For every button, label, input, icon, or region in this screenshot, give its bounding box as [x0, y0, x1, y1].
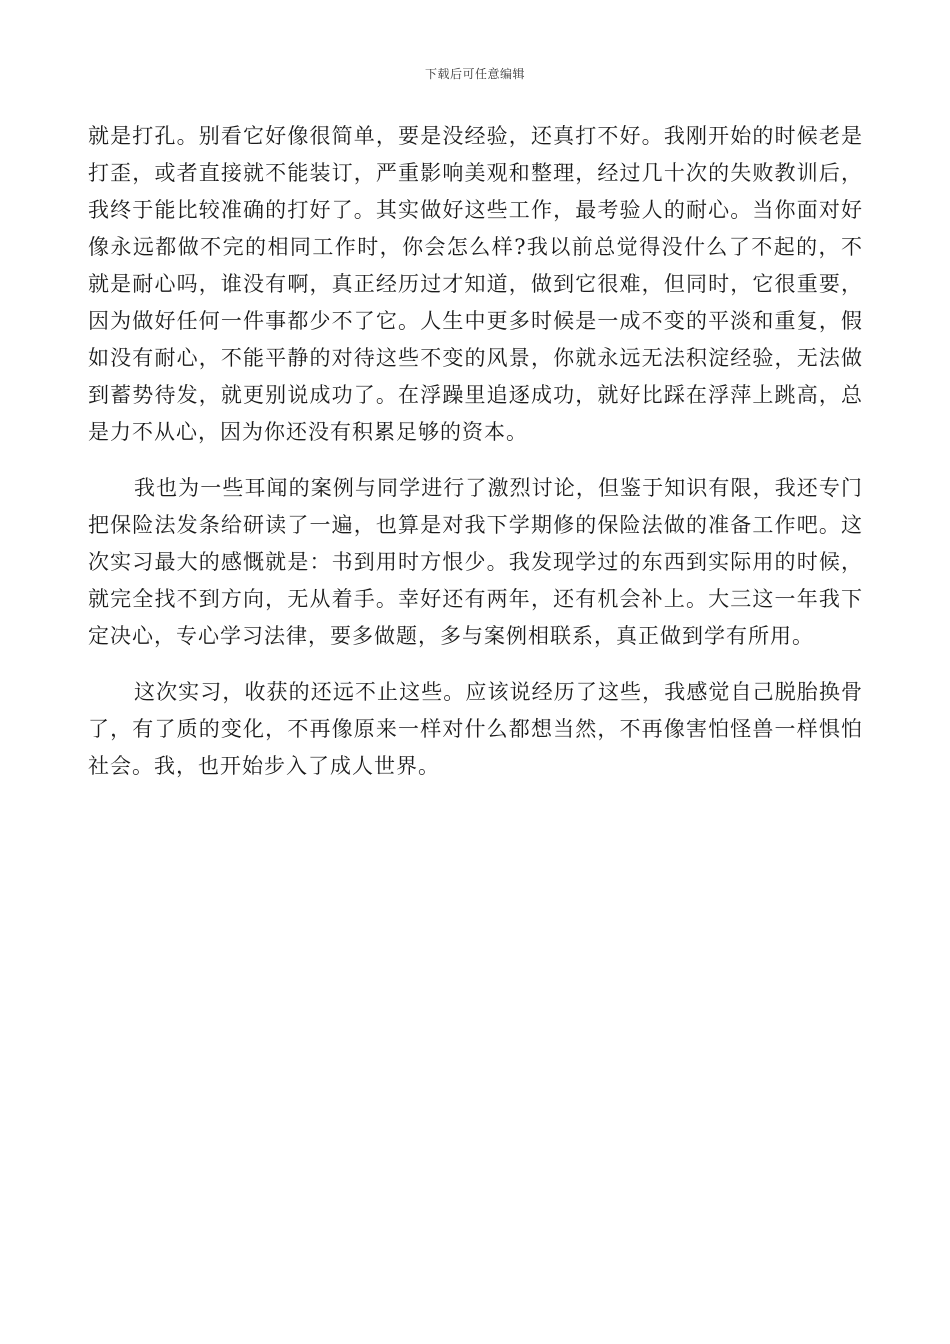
- document-body: [88, 118, 863, 804]
- paragraph-conclusion: 这次实习，收获的还远不止这些。应该说经历了这些，我感觉自己脱胎换骨了，有了质的变化，不再像原来一样对什么都想当然，不再像害怕怪兽一样惧怕社会。我，也开始步入了成人世界。: [88, 680, 863, 778]
- paragraph-law-study: 我也为一些耳闻的案例与同学进行了激烈讨论，但鉴于知识有限，我还专门把保险法发条给研读了一遍，也算是对我下学期修的保险法做的准备工作吧。这次实习最大的感慨就是：书到用时方恨少。我发现学过的东西到实际用的时候，就完全找不到方向，无从着手。幸好还有两年，还有机会补上。大三这一年我下定决心，专心学习法律，要多做题，多与案例相联系，真正做到学有所用。: [88, 476, 863, 648]
- paragraph-continuation: 就是打孔。别看它好像很简单，要是没经验，还真打不好。我刚开始的时候老是打歪，或者直接就不能装订，严重影响美观和整理，经过几十次的失败教训后，我终于能比较准确的打好了。其实做好这些工作，最考验人的耐心。当你面对好像永远都做不完的相同工作时，你会怎么样?我以前总觉得没什么了不起的，不就是耐心吗，谁没有啊，真正经历过才知道，做到它很难，但同时，它很重要，因为做好任何一件事都少不了它。人生中更多时候是一成不变的平淡和重复，假如没有耐心，不能平静的对待这些不变的风景，你就永远无法积淀经验，无法做到蓄势待发，就更别说成功了。在浮躁里追逐成功，就好比踩在浮萍上跳高，总是力不从心，因为你还没有积累足够的资本。: [88, 124, 863, 444]
- page-header: 下载后可任意编辑: [424, 67, 525, 81]
